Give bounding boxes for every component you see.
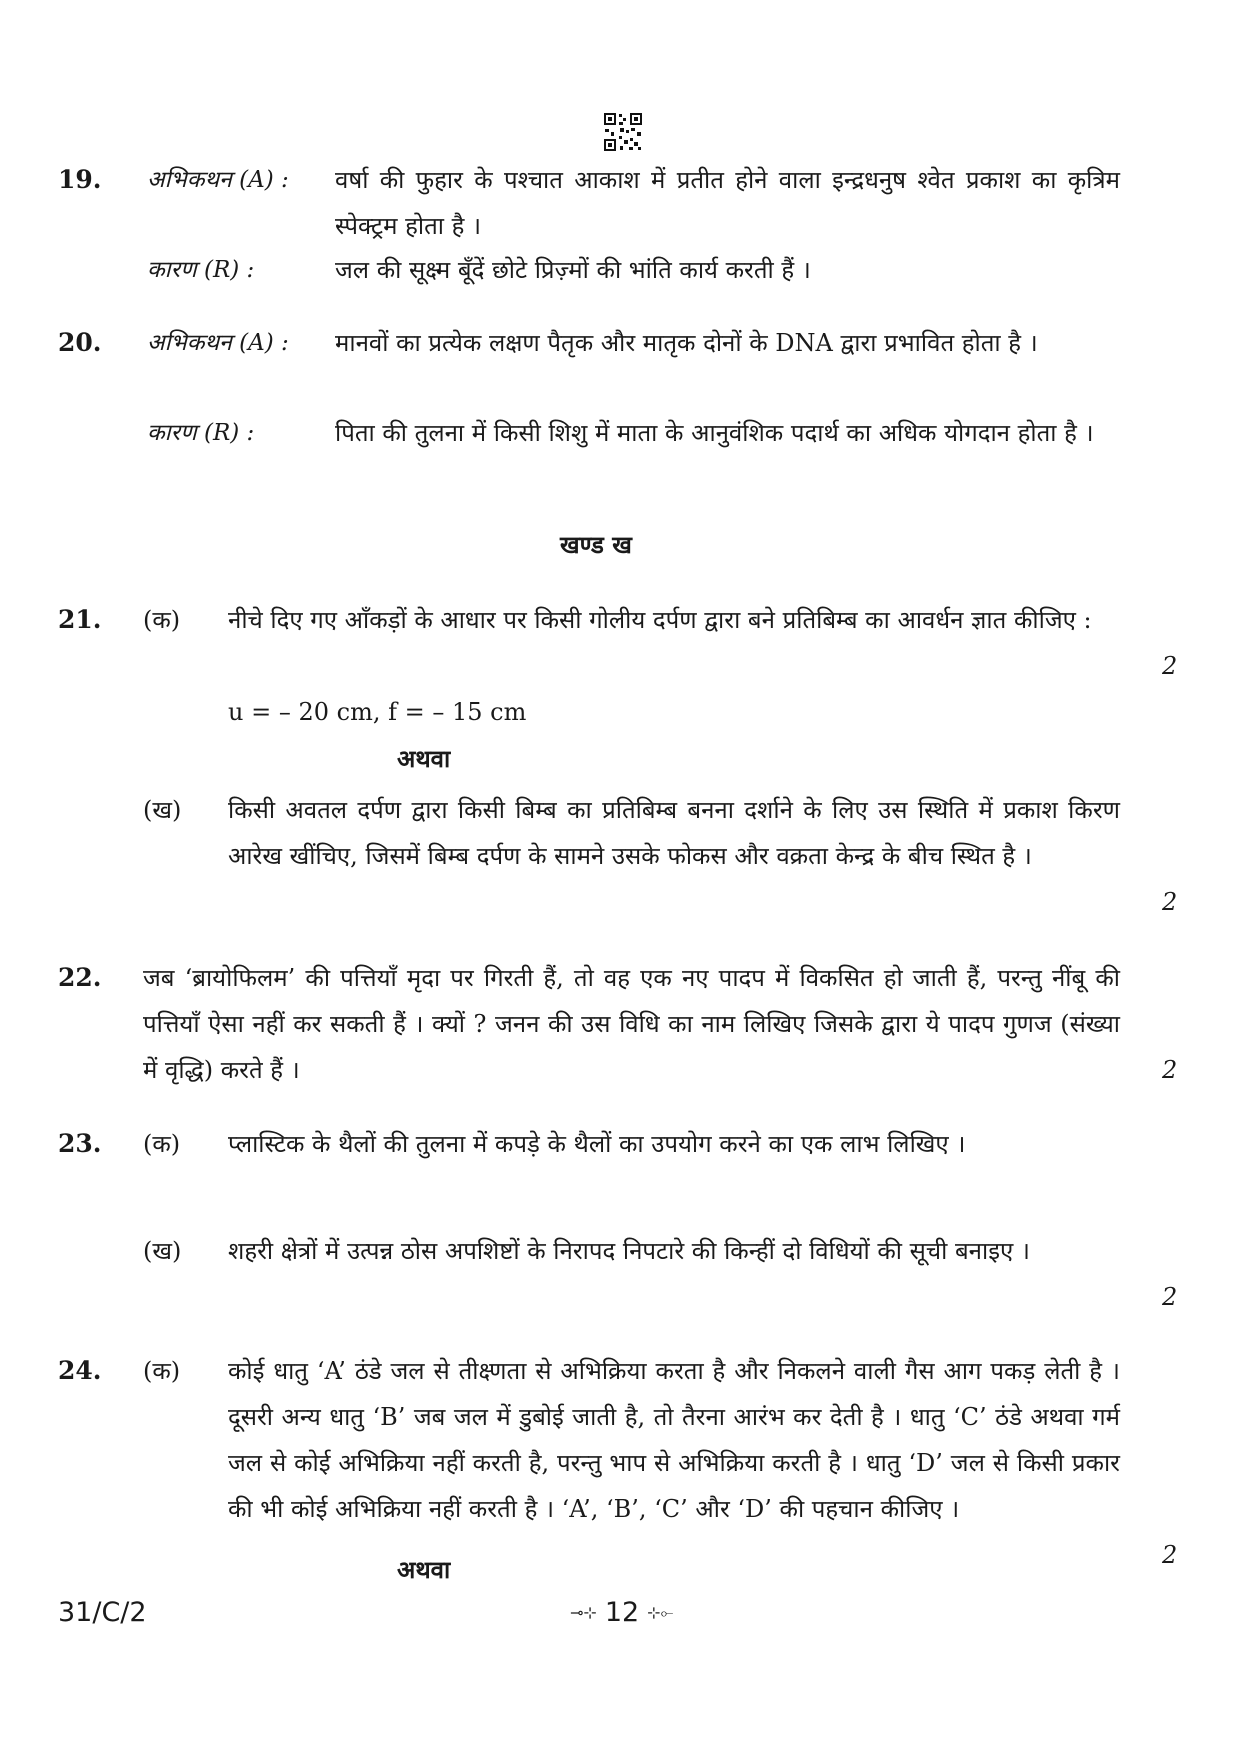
page-number-group xyxy=(570,1597,673,1628)
q19-reason-text: जल की सूक्ष्म बूँदें छोटे प्रिज़्मों की भांति कार्य करती हैं । xyxy=(335,256,811,284)
q21-b-marks: 2 xyxy=(1162,888,1178,916)
q23-b-label: (ख) xyxy=(143,1237,182,1265)
q21-a-label: (क) xyxy=(143,606,181,634)
qr-code-icon xyxy=(603,112,643,152)
q23-a-label: (क) xyxy=(143,1130,181,1158)
ornament-left-icon: ⊸⊹ xyxy=(570,1603,597,1622)
q22-text: जब ‘ब्रायोफिलम’ की पत्तियाँ मृदा पर गिरती हैं, तो वह एक नए पादप में विकसित हो जाती हैं, परन्तु नींबू की पत्तियाँ ऐसा नहीं कर सकती हैं । क्यों ? जनन की उस विधि का नाम लिखिए जिसके द्वारा ये पादप गुणज (संख्या में वृद्धि) करते हैं । xyxy=(143,964,1120,1084)
q19-assertion-label: अभिकथन (A) : xyxy=(147,167,289,193)
q20-reason-label: कारण (R) : xyxy=(147,420,255,446)
q21-number: 21. xyxy=(58,605,102,634)
q23-b-text: शहरी क्षेत्रों में उत्पन्न ठोस अपशिष्टों के निरापद निपटारे की किन्हीं दो विधियों की सूची बनाइए । xyxy=(228,1237,1030,1265)
q20-assertion-label: अभिकथन (A) : xyxy=(147,330,289,356)
q24-or-label: अथवा xyxy=(397,1555,451,1584)
paper-code: 31/C/2 xyxy=(58,1597,147,1628)
q21-b-label: (ख) xyxy=(143,796,182,824)
section-title: खण्ड ख xyxy=(560,530,632,559)
q21-or-label: अथवा xyxy=(397,744,451,773)
q19-reason-label: कारण (R) : xyxy=(147,257,255,283)
q23-a-text: प्लास्टिक के थैलों की तुलना में कपड़े के थैलों का उपयोग करने का एक लाभ लिखिए । xyxy=(228,1130,966,1158)
q23-number: 23. xyxy=(58,1129,102,1158)
q24-marks: 2 xyxy=(1162,1541,1178,1569)
q20-number: 20. xyxy=(58,328,102,357)
q22-marks: 2 xyxy=(1162,1056,1178,1084)
q24-a-label: (क) xyxy=(143,1357,181,1385)
ornament-right-icon: ⊹⟜ xyxy=(647,1602,674,1622)
q22-number: 22. xyxy=(58,963,102,992)
q21-a-text: नीचे दिए गए आँकड़ों के आधार पर किसी गोलीय दर्पण द्वारा बने प्रतिबिम्ब का आवर्धन ज्ञात कीजिए : xyxy=(228,606,1092,634)
q21-a-formula: u = – 20 cm, f = – 15 cm xyxy=(228,698,527,726)
q19-number: 19. xyxy=(58,165,102,194)
q19-assertion-text: वर्षा की फुहार के पश्चात आकाश में प्रतीत होने वाला इन्द्रधनुष श्वेत प्रकाश का कृत्रिम स्पेक्ट्रम होता है । xyxy=(335,166,1120,240)
q21-b-text: किसी अवतल दर्पण द्वारा किसी बिम्ब का प्रतिबिम्ब बनना दर्शाने के लिए उस स्थिति में प्रकाश किरण आरेख खींचिए, जिसमें बिम्ब दर्पण के सामने उसके फोकस और वक्रता केन्द्र के बीच स्थित है । xyxy=(228,796,1120,870)
q24-a-text: कोई धातु ‘A’ ठंडे जल से तीक्ष्णता से अभिक्रिया करता है और निकलने वाली गैस आग पकड़ लेती है । दूसरी अन्य धातु ‘B’ जब जल में डुबोई जाती है, तो तैरना आरंभ कर देती है । धातु ‘C’ ठंडे अथवा गर्म जल से कोई अभिक्रिया नहीं करती है, परन्तु भाप से अभिक्रिया करती है । धातु ‘D’ जल से किसी प्रकार की भी कोई अभिक्रिया नहीं करती है । ‘A’, ‘B’, ‘C’ और ‘D’ की पहचान कीजिए । xyxy=(228,1357,1120,1523)
page-number: 12 xyxy=(604,1597,640,1628)
q20-assertion-text: मानवों का प्रत्येक लक्षण पैतृक और मातृक दोनों के DNA द्वारा प्रभावित होता है । xyxy=(335,329,1038,357)
q21-a-marks: 2 xyxy=(1162,652,1178,680)
q24-number: 24. xyxy=(58,1356,102,1385)
q23-marks: 2 xyxy=(1162,1283,1178,1311)
q20-reason-text: पिता की तुलना में किसी शिशु में माता के आनुवंशिक पदार्थ का अधिक योगदान होता है । xyxy=(335,419,1094,447)
